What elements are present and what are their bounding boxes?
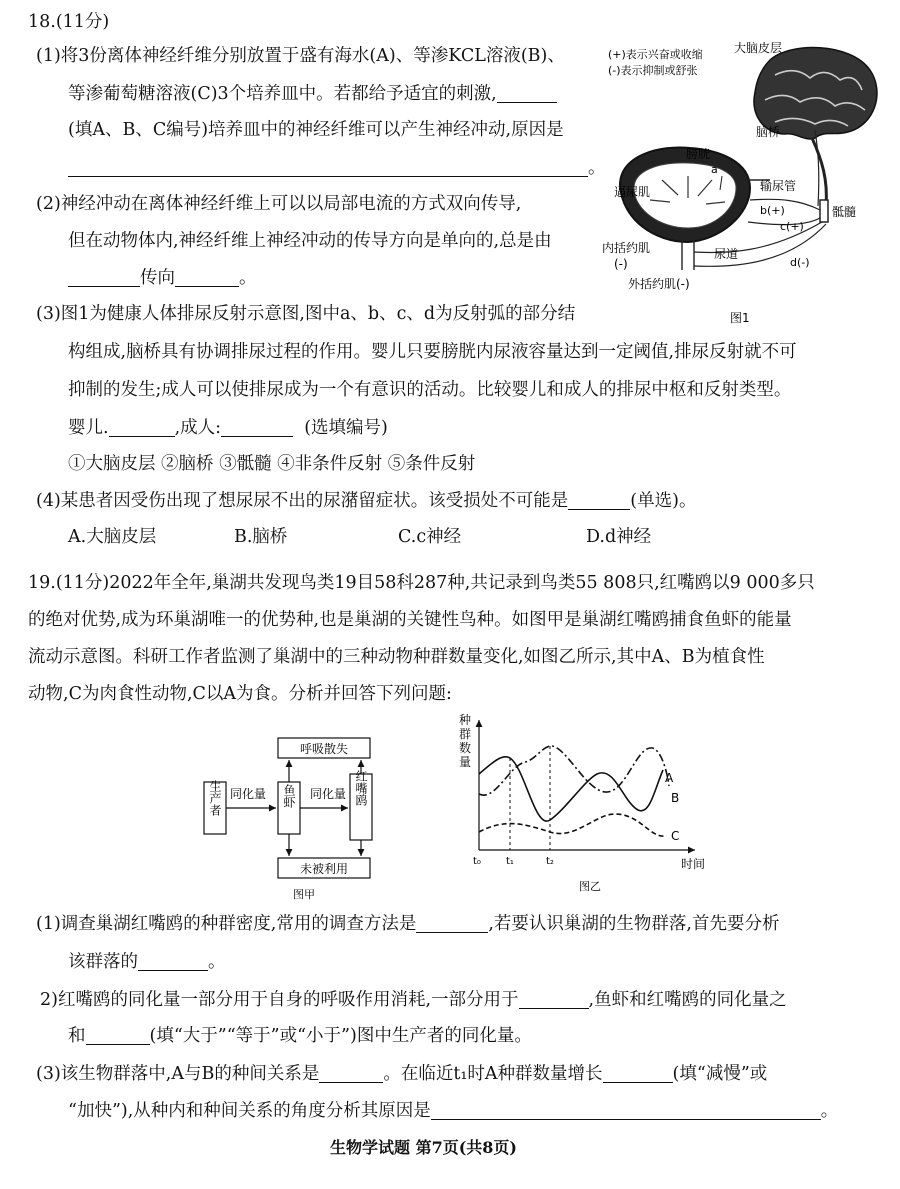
q18-p3-line2: 构组成,脑桥具有协调排尿过程的作用。婴儿只要膀胱内尿液容量达到一定阈值,排尿反射就不可	[68, 342, 797, 362]
q19-s1-line1	[36, 912, 779, 936]
q19-s1-text-b: ,若要认识巢湖的生物群落,首先要分析	[488, 914, 780, 934]
q18-p3-options: ①大脑皮层 ②脑桥 ③骶髓 ④非条件反射 ⑤条件反射	[68, 454, 476, 474]
label-bladder: 膀胱	[686, 147, 711, 161]
figure-b-population-chart	[455, 710, 720, 906]
q19-s3-text-b: 。在临近t₁时A种群数量增长	[383, 1064, 603, 1084]
figure-a-energy-flow	[196, 732, 406, 902]
y-axis-label-2: 群	[459, 727, 472, 741]
label-respiration: 呼吸散失	[299, 742, 349, 756]
q19-s1-text-a: (1)调查巢湖红嘴鸥的种群密度,常用的调查方法是	[36, 914, 417, 934]
figure-1-caption: 图1	[730, 311, 750, 325]
label-assim-1: 同化量	[229, 787, 267, 801]
answer-blank[interactable]	[497, 84, 557, 103]
y-axis-label-4: 量	[459, 755, 472, 769]
period: 。	[239, 268, 257, 288]
answer-blank[interactable]	[519, 990, 589, 1009]
answer-blank[interactable]	[603, 1064, 673, 1083]
label-fish: 鱼虾	[282, 784, 296, 808]
q18-p1-line4	[68, 156, 606, 180]
q18-adult-label: ,成人:	[174, 418, 222, 438]
answer-blank[interactable]	[68, 158, 588, 177]
q19-s2-text-d: (填“大于”“等于”或“小于”)图中生产者的同化量。	[149, 1026, 532, 1046]
label-gull: 红嘴鸥	[354, 770, 368, 806]
tick-t1: t₁	[506, 856, 514, 867]
q18-p1-line2	[68, 82, 557, 106]
legend-plus: (+)表示兴奋或收缩	[608, 48, 703, 61]
label-ureter: 输尿管	[760, 179, 797, 193]
q19-s2-text-b: ,鱼虾和红嘴鸥的同化量之	[588, 990, 787, 1010]
q19-s1-text-c: 该群落的	[68, 952, 138, 972]
label-a: a	[711, 163, 718, 176]
tick-t0: t₀	[473, 856, 481, 867]
q19-s3-text-d: “加快”),从种内和种间关系的角度分析其原因是	[68, 1101, 431, 1121]
q19-s1-line2	[68, 950, 226, 974]
q18-p1-line1: (1)将3份离体神经纤维分别放置于盛有海水(A)、等渗KCL溶液(B)、	[36, 46, 565, 66]
answer-blank[interactable]	[416, 914, 488, 933]
period: 。	[208, 952, 226, 972]
label-urethra: 尿道	[714, 247, 739, 261]
label-producer: 生产者	[208, 780, 222, 816]
sacral-cord-segment	[820, 200, 828, 222]
curve-a	[479, 746, 669, 795]
answer-blank[interactable]	[68, 268, 140, 287]
series-label-c: C	[671, 829, 680, 843]
q19-line3: 流动示意图。科研工作者监测了巢湖中的三种动物种群数量变化,如图乙所示,其中A、B为植食性	[28, 647, 765, 667]
answer-blank[interactable]	[175, 268, 239, 287]
q18-header: 18.(11分)	[28, 12, 110, 32]
q18-p3-line3: 抑制的发生;成人可以使排尿成为一个有意识的活动。比较婴儿和成人的排尿中枢和反射类型。	[68, 380, 792, 400]
q18-p4-single: (单选)。	[630, 491, 697, 511]
curve-c	[479, 814, 665, 836]
answer-blank[interactable]	[86, 1026, 150, 1045]
label-inner-sphincter: 内括约肌	[602, 241, 651, 255]
figure-1-diagram	[600, 30, 890, 330]
answer-blank[interactable]	[221, 418, 293, 437]
q18-select-note: (选填编号)	[304, 418, 388, 438]
q18-p3-line1: (3)图1为健康人体排尿反射示意图,图中a、b、c、d为反射弧的部分结	[36, 304, 576, 324]
q18-p1-line3: (填A、B、C编号)培养皿中的神经纤维可以产生神经冲动,原因是	[68, 120, 564, 140]
legend-minus: (-)表示抑制或舒张	[608, 64, 698, 77]
q18-opt-c: C.c神经	[398, 527, 462, 547]
q18-opt-d: D.d神经	[586, 527, 652, 547]
answer-blank[interactable]	[138, 952, 208, 971]
label-b: b(+)	[760, 204, 785, 217]
label-sacral: 骶髓	[832, 205, 857, 219]
q19-s2-line2	[68, 1024, 532, 1048]
q18-p3-line4	[68, 416, 388, 440]
q19-s2-text-a: 2)红嘴鸥的同化量一部分用于自身的呼吸作用消耗,一部分用于	[40, 990, 519, 1010]
q19-line4: 动物,C为肉食性动物,C以A为食。分析并回答下列问题:	[28, 684, 452, 704]
label-detrusor: 逼尿肌	[614, 185, 651, 199]
y-axis-label-3: 数	[459, 741, 472, 755]
q19-s2-line1	[40, 988, 787, 1012]
q19-s3-line1	[36, 1062, 767, 1086]
q19-line1: 19.(11分)2022年全年,巢湖共发现鸟类19目58科287种,共记录到鸟类55 808只,红嘴鸥以9 000多只	[28, 573, 815, 593]
period: 。	[588, 158, 606, 178]
q19-s3-text-c: (填“减慢”或	[672, 1064, 768, 1084]
q18-p2-mid: 传向	[140, 268, 175, 288]
figure-b-caption: 图乙	[579, 880, 601, 893]
label-outer-sphincter: 外括约肌(-)	[628, 277, 690, 291]
q19-s3-line2	[68, 1099, 838, 1123]
answer-blank[interactable]	[109, 418, 175, 437]
q18-opt-b: B.脑桥	[234, 527, 288, 547]
series-label-b: B	[671, 791, 680, 805]
answer-blank[interactable]	[568, 491, 630, 510]
label-unused: 未被利用	[299, 862, 349, 876]
figure-a-caption: 图甲	[293, 888, 315, 901]
label-inner-sign: (-)	[614, 257, 628, 271]
q19-line2: 的绝对优势,成为环巢湖唯一的优势种,也是巢湖的关键性鸟种。如图甲是巢湖红嘴鸥捕食鱼虾的能量	[28, 610, 792, 630]
q18-p2-line3	[68, 266, 257, 290]
answer-blank[interactable]	[319, 1064, 383, 1083]
x-axis-label: 时间	[681, 857, 706, 871]
q19-s3-text-a: (3)该生物群落中,A与B的种间关系是	[36, 1064, 320, 1084]
label-d: d(-)	[790, 256, 810, 269]
curve-b	[479, 757, 663, 821]
period: 。	[820, 1101, 839, 1121]
q18-infant-label: 婴儿.	[68, 418, 109, 438]
q18-opt-a: A.大脑皮层	[68, 527, 157, 547]
label-pons: 脑桥	[756, 125, 781, 139]
q18-p2-line1: (2)神经冲动在离体神经纤维上可以以局部电流的方式双向传导,	[36, 194, 522, 214]
page-footer: 生物学试题 第7页(共8页)	[330, 1138, 517, 1157]
q18-p1-line2-text: 等渗葡萄糖溶液(C)3个培养皿中。若都给予适宜的刺激,	[68, 84, 497, 104]
label-c: c(+)	[780, 220, 804, 233]
label-cortex: 大脑皮层	[734, 41, 783, 55]
answer-blank[interactable]	[431, 1101, 821, 1120]
series-label-a: A	[665, 771, 674, 785]
y-axis-label-1: 种	[459, 713, 472, 727]
label-assim-2: 同化量	[309, 787, 347, 801]
tick-t2: t₂	[546, 856, 554, 867]
q18-p4-text: (4)某患者因受伤出现了想尿尿不出的尿潴留症状。该受损处不可能是	[36, 491, 569, 511]
q18-p2-line2: 但在动物体内,神经纤维上神经冲动的传导方向是单向的,总是由	[68, 231, 552, 251]
q18-p4-line1	[36, 489, 696, 513]
q19-s2-text-c: 和	[68, 1026, 86, 1046]
